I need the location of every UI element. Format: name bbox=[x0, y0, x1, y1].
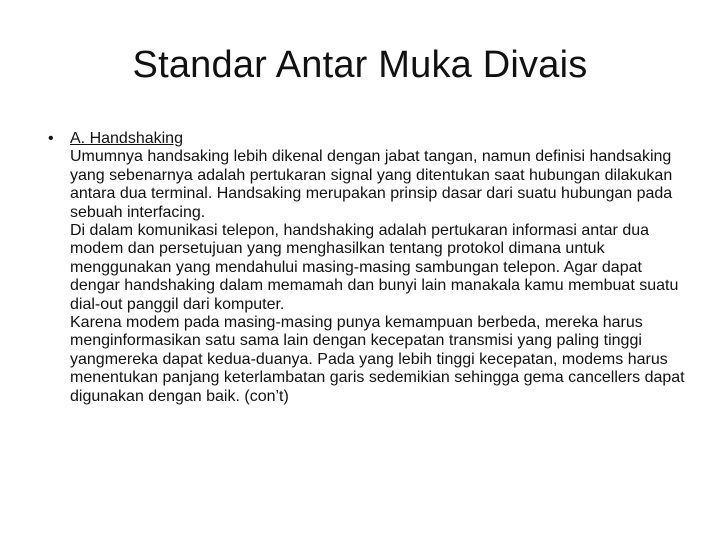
bullet-body bbox=[70, 130, 688, 406]
paragraph-handshaking-definition: Umumnya handsaking lebih dikenal dengan jabat tangan, namun definisi handsaking yang sebenarnya adalah pertukaran signal yang ditentukan saat hubungan dilakukan antara dua terminal. Handsaking merupakan prinsip dasar dari suatu hubungan pada sebuah interfacing. bbox=[70, 148, 673, 221]
section-heading: A. Handshaking bbox=[70, 130, 183, 147]
paragraph-modem-speed: Karena modem pada masing-masing punya kemampuan berbeda, mereka harus menginformasikan satu sama lain dengan kecepatan transmisi yang paling tinggi yangmereka dapat kedua-duanya. Pada yang lebih tinggi kecepatan, modems harus menentukan panjang keterlambatan garis sedemikian sehingga gema cancellers dapat digunakan dengan baik. (con’t) bbox=[70, 314, 685, 405]
slide-title: Standar Antar Muka Divais bbox=[132, 44, 588, 86]
bullet-item bbox=[48, 130, 688, 406]
slide-content bbox=[48, 130, 688, 406]
bullet-dot-icon: • bbox=[48, 130, 54, 147]
paragraph-telephone-handshaking: Di dalam komunikasi telepon, handshaking adalah pertukaran informasi antar dua modem dan persetujuan yang menghasilkan tentang protokol dimana untuk menggunakan yang mendahului masing-masing sambungan telepon. Agar dapat dengar handshaking dalam memamah dan bunyi lain manakala kamu membuat suatu dial-out panggil dari komputer. bbox=[70, 222, 679, 313]
